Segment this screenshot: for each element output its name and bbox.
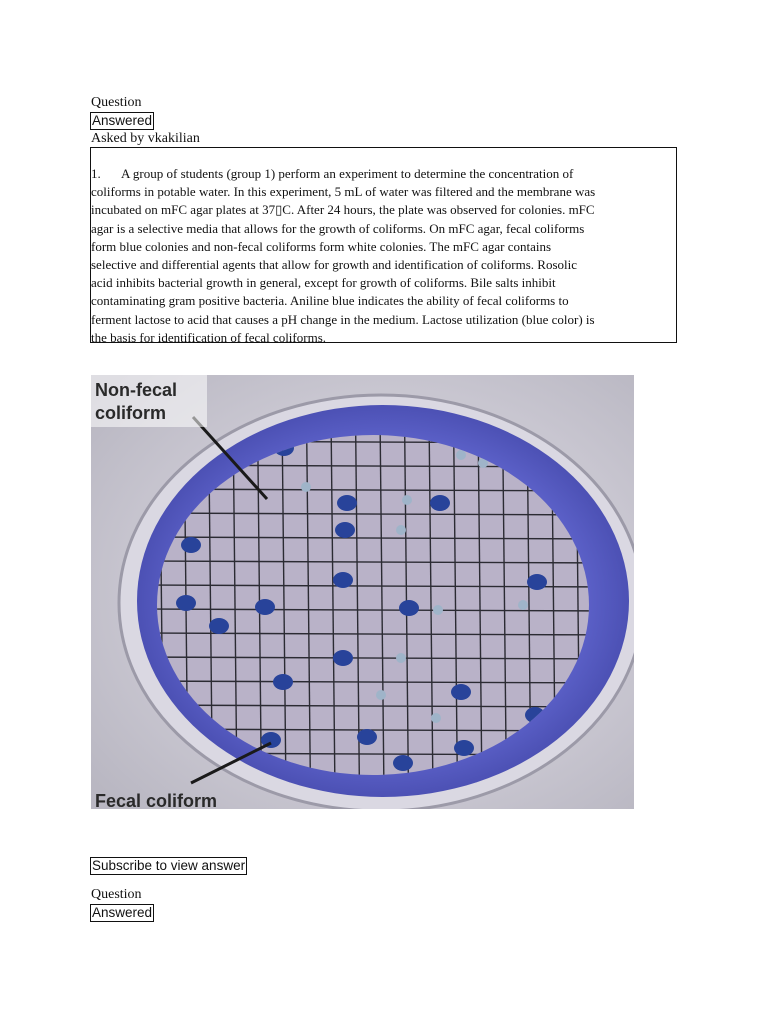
non-fecal-colony (518, 600, 528, 610)
fecal-colony (337, 495, 357, 511)
non-fecal-label: Non-fecal (95, 380, 178, 400)
petri-dish-figure (91, 375, 634, 809)
fecal-colony (454, 740, 474, 756)
question-line: incubated on mFC agar plates at 37▯C. After 24 hours, the plate was observed for colonies. mFC (91, 202, 595, 218)
non-fecal-label-line2: coliform (95, 403, 167, 423)
non-fecal-colony (402, 495, 412, 505)
question-label: Question (91, 95, 142, 110)
fecal-colony (255, 599, 275, 615)
question-line (91, 165, 676, 183)
fecal-colony (335, 522, 355, 538)
next-answered-badge[interactable]: Answered (92, 905, 153, 920)
fecal-colony (181, 537, 201, 553)
fecal-colony (273, 674, 293, 690)
question-line: ferment lactose to acid that causes a pH change in the medium. Lactose utilization (blue color) is (91, 311, 595, 327)
question-line: form blue colonies and non-fecal coliforms form white colonies. The mFC agar contains (91, 238, 552, 254)
non-fecal-colony (433, 605, 443, 615)
non-fecal-colony (396, 653, 406, 663)
question-line: the basis for identification of fecal coliforms. (91, 329, 327, 345)
fecal-colony (527, 574, 547, 590)
fecal-colony (399, 600, 419, 616)
asked-by: Asked by vkakilian (91, 131, 200, 146)
question-number: 1. (91, 166, 101, 181)
subscribe-button[interactable]: Subscribe to view answer (92, 858, 246, 873)
fecal-label: Fecal coliform (95, 791, 218, 809)
question-line: selective and differential agents that allow for growth and identification of coliforms. Rosolic (91, 257, 578, 273)
fecal-colony (209, 618, 229, 634)
question-line: contaminating gram positive bacteria. Aniline blue indicates the ability of fecal coliforms to (91, 293, 569, 309)
fecal-colony (430, 495, 450, 511)
question-line: coliforms in potable water. In this experiment, 5 mL of water was filtered and the membrane was (91, 184, 596, 200)
non-fecal-colony (396, 525, 406, 535)
non-fecal-colony (376, 690, 386, 700)
non-fecal-colony (301, 482, 311, 492)
non-fecal-colony (456, 450, 466, 460)
fecal-colony (333, 572, 353, 588)
question-line: agar is a selective media that allows for the growth of coliforms. On mFC agar, fecal coliforms (91, 220, 585, 236)
question-line: acid inhibits bacterial growth in general, except for growth of coliforms. Bile salts inhibit (91, 275, 556, 291)
fecal-colony (176, 595, 196, 611)
fecal-colony (393, 755, 413, 771)
answered-badge[interactable]: Answered (92, 113, 153, 128)
question-line-text: A group of students (group 1) perform an experiment to determine the concentration of (121, 166, 574, 181)
fecal-colony (357, 729, 377, 745)
fecal-colony (333, 650, 353, 666)
next-question-label: Question (91, 887, 142, 902)
fecal-colony (451, 684, 471, 700)
non-fecal-colony (431, 713, 441, 723)
question-text-box (90, 147, 677, 343)
